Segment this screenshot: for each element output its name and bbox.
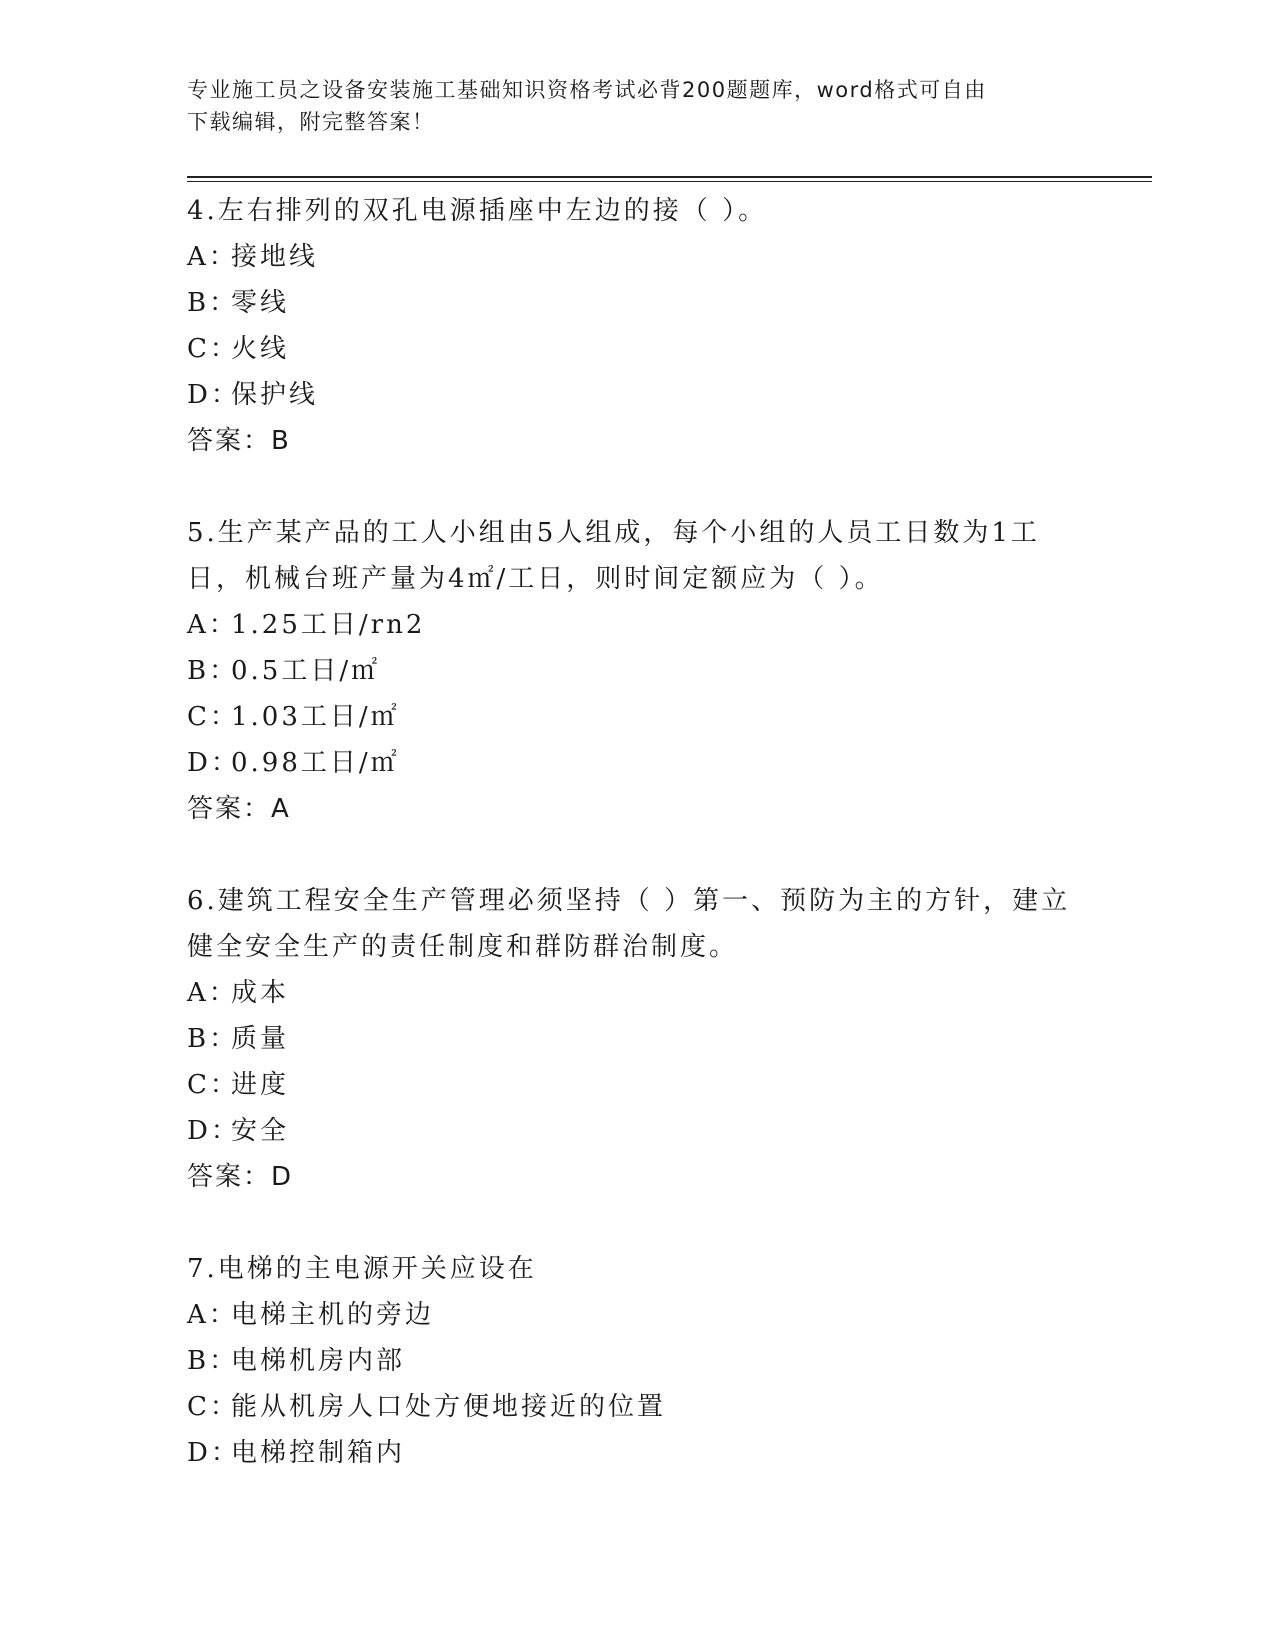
option-letter: D： — [187, 380, 240, 410]
option-d — [187, 1430, 1087, 1476]
option-letter: A： — [187, 978, 238, 1008]
answer-line: 答案：B — [187, 426, 291, 456]
option-text: 火线 — [231, 334, 290, 364]
option-letter: D： — [187, 1438, 240, 1468]
option-text: 能从机房人口处方便地接近的位置 — [231, 1392, 667, 1422]
header-divider-thick — [187, 176, 1152, 178]
option-text: 电梯控制箱内 — [231, 1438, 406, 1468]
option-letter: D： — [187, 748, 240, 778]
option-c — [187, 1384, 1087, 1430]
option-text: 1.25工日/rn2 — [231, 610, 426, 640]
question-6 — [187, 878, 1087, 1200]
option-letter: B： — [187, 656, 239, 686]
option-b — [187, 1016, 1087, 1062]
option-a — [187, 602, 1087, 648]
option-c — [187, 694, 1087, 740]
option-b — [187, 648, 1087, 694]
question-7 — [187, 1246, 1087, 1476]
option-letter: C： — [187, 1392, 239, 1422]
answer-line: 答案：A — [187, 794, 291, 824]
option-letter: C： — [187, 1070, 239, 1100]
question-stem: 4.左右排列的双孔电源插座中左边的接（ ）。 — [187, 196, 768, 226]
option-text: 进度 — [231, 1070, 290, 1100]
option-text: 0.98工日/㎡ — [231, 748, 400, 778]
option-letter: C： — [187, 702, 239, 732]
option-text: 接地线 — [231, 242, 319, 272]
option-c — [187, 1062, 1087, 1108]
answer-line: 答案：D — [187, 1162, 294, 1192]
question-5 — [187, 510, 1087, 832]
option-letter: A： — [187, 242, 238, 272]
document-header — [187, 74, 1067, 138]
option-b — [187, 1338, 1087, 1384]
option-letter: C： — [187, 334, 239, 364]
option-b — [187, 280, 1087, 326]
question-stem: 5.生产某产品的工人小组由5人组成，每个小组的人员工日数为1工日，机械台班产量为4㎡/工日，则时间定额应为（ ）。 — [187, 518, 1040, 594]
header-line-1: 专业施工员之设备安装施工基础知识资格考试必背200题题库，word格式可自由 — [187, 78, 987, 102]
option-text: 成本 — [231, 978, 290, 1008]
option-letter: D： — [187, 1116, 240, 1146]
question-4 — [187, 188, 1087, 464]
option-c — [187, 326, 1087, 372]
option-a — [187, 970, 1087, 1016]
question-list — [187, 188, 1087, 1522]
option-text: 电梯主机的旁边 — [231, 1300, 435, 1330]
option-letter: B： — [187, 1024, 239, 1054]
option-letter: A： — [187, 1300, 238, 1330]
question-stem: 6.建筑工程安全生产管理必须坚持（ ）第一、预防为主的方针，建立健全安全生产的责任制度和群防群治制度。 — [187, 886, 1071, 962]
option-letter: B： — [187, 1346, 239, 1376]
option-text: 电梯机房内部 — [231, 1346, 406, 1376]
option-letter: A： — [187, 610, 238, 640]
option-a — [187, 234, 1087, 280]
option-text: 质量 — [231, 1024, 290, 1054]
question-stem: 7.电梯的主电源开关应设在 — [187, 1254, 537, 1284]
option-text: 零线 — [231, 288, 290, 318]
option-text: 1.03工日/㎡ — [231, 702, 400, 732]
option-text: 保护线 — [231, 380, 319, 410]
option-d — [187, 740, 1087, 786]
option-d — [187, 1108, 1087, 1154]
option-letter: B： — [187, 288, 239, 318]
option-text: 安全 — [231, 1116, 290, 1146]
option-a — [187, 1292, 1087, 1338]
option-text: 0.5工日/㎡ — [231, 656, 381, 686]
header-divider-thin — [187, 181, 1152, 182]
option-d — [187, 372, 1087, 418]
header-line-2: 下载编辑，附完整答案！ — [187, 110, 435, 134]
